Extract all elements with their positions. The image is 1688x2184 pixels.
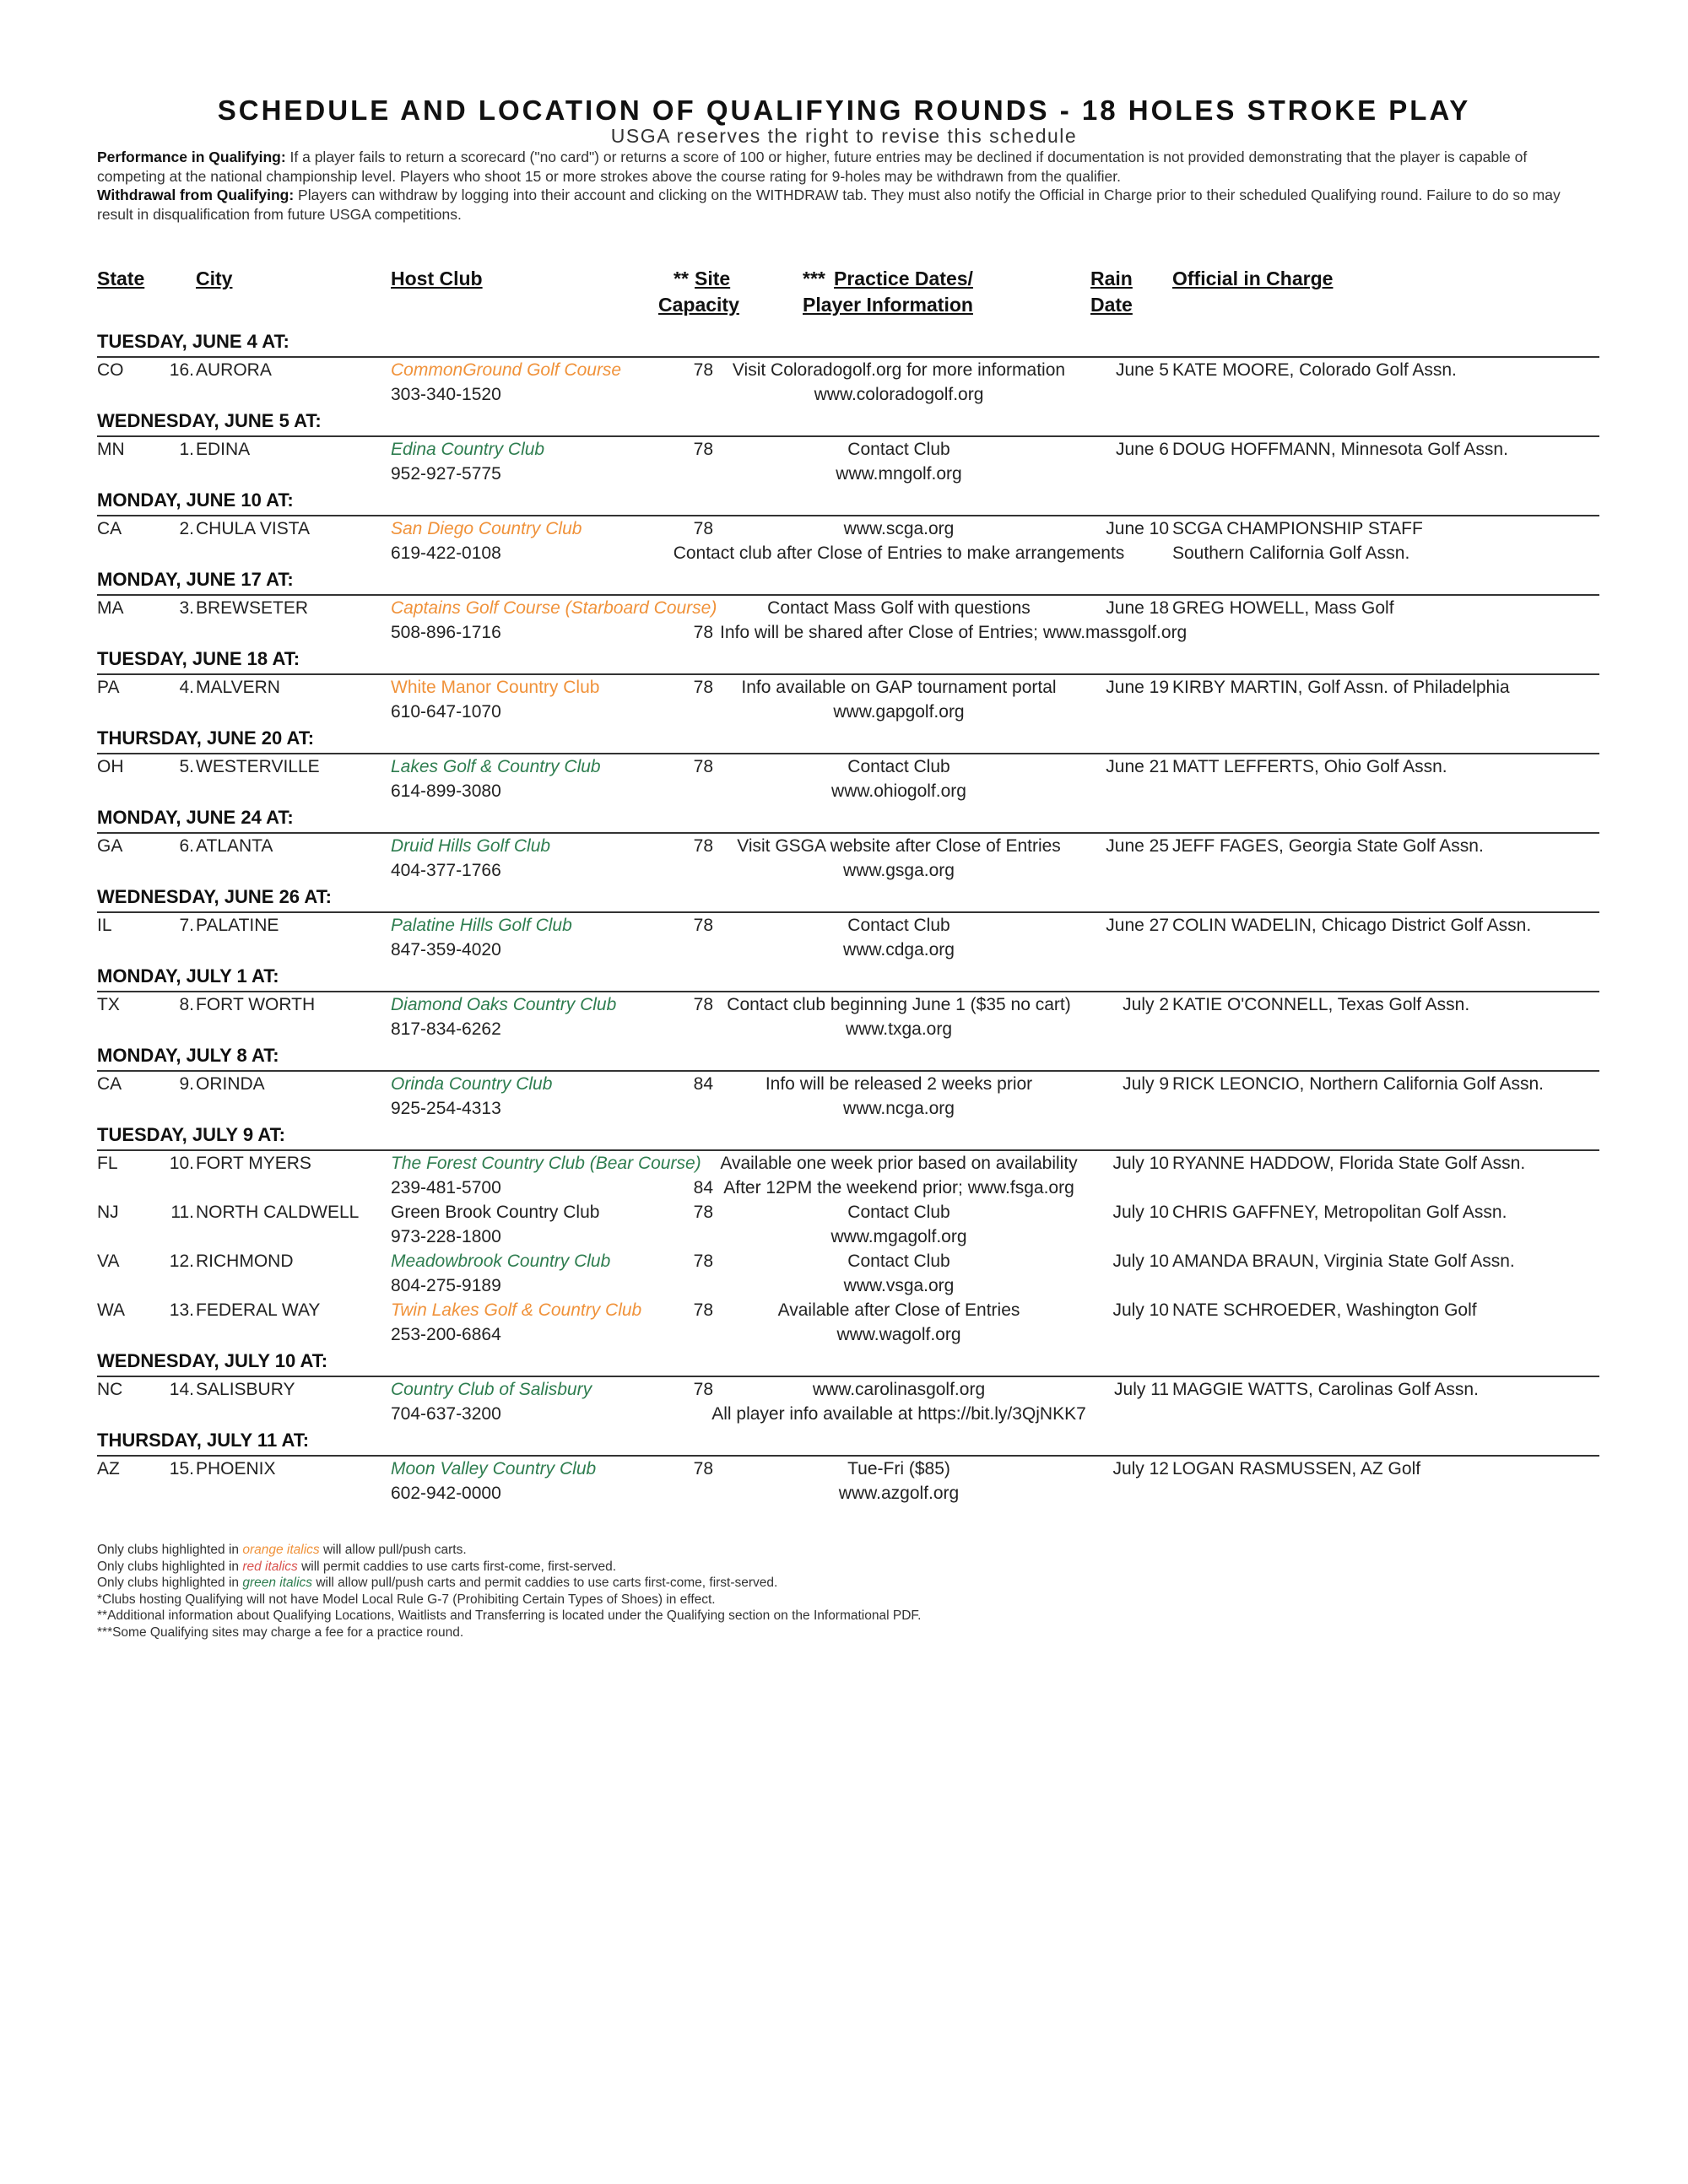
date-header: MONDAY, JUNE 17 AT: <box>97 565 1599 596</box>
site-capacity: 78 <box>693 1203 713 1222</box>
date-header: TUESDAY, JUNE 4 AT: <box>97 327 1599 358</box>
footnote-red: red italics <box>242 1559 298 1574</box>
site-capacity: 78 <box>693 757 713 776</box>
host-club: Diamond Oaks Country Club <box>391 995 617 1014</box>
practice-info-2: After 12PM the weekend prior; www.fsga.org <box>723 1178 1074 1197</box>
practice-info: Info available on GAP tournament portal <box>741 678 1057 697</box>
host-club: Edina Country Club <box>391 440 545 459</box>
practice-info-2: www.gsga.org <box>843 861 955 880</box>
official-in-charge: DOUG HOFFMANN, Minnesota Golf Assn. <box>1172 440 1508 459</box>
date-header: THURSDAY, JUNE 20 AT: <box>97 724 1599 754</box>
practice-info: Contact Club <box>847 1251 950 1271</box>
city: PALATINE <box>196 916 279 935</box>
site-number: 9. <box>179 1074 194 1094</box>
site-number: 16. <box>169 360 194 380</box>
practice-info: www.carolinasgolf.org <box>812 1380 986 1399</box>
header-rain: Rain <box>1090 268 1133 289</box>
official-in-charge: JEFF FAGES, Georgia State Golf Assn. <box>1172 836 1484 856</box>
header-capacity-marker: ** <box>674 268 689 289</box>
footnote-green: green italics <box>242 1576 313 1590</box>
date-header: MONDAY, JULY 8 AT: <box>97 1041 1599 1072</box>
practice-info: Contact Mass Golf with questions <box>767 598 1031 618</box>
state: MN <box>97 440 125 459</box>
state: IL <box>97 916 112 935</box>
withdrawal-label: Withdrawal from Qualifying: <box>97 187 295 203</box>
rain-date: July 10 <box>1112 1154 1169 1173</box>
rain-date: June 10 <box>1106 519 1169 538</box>
practice-info-2: www.ncga.org <box>843 1099 955 1118</box>
state: VA <box>97 1251 120 1271</box>
practice-info: Visit GSGA website after Close of Entries <box>737 836 1061 856</box>
club-phone: 817-834-6262 <box>391 1019 501 1039</box>
rain-date: July 11 <box>1114 1380 1169 1399</box>
schedule-section <box>97 486 1599 565</box>
practice-info-2: www.wagolf.org <box>836 1325 961 1344</box>
practice-info-2: www.txga.org <box>845 1019 953 1039</box>
practice-info-2: www.coloradogolf.org <box>814 385 984 404</box>
state: NJ <box>97 1203 119 1222</box>
site-number: 10. <box>169 1154 194 1173</box>
table-header <box>97 266 1599 322</box>
footnote-orange: orange italics <box>242 1543 320 1557</box>
state: NC <box>97 1380 123 1399</box>
rain-date: June 18 <box>1106 598 1169 618</box>
site-capacity: 78 <box>693 1380 713 1399</box>
site-capacity: 84 <box>693 1074 713 1094</box>
schedule-section <box>97 962 1599 1041</box>
city: FORT WORTH <box>196 995 316 1014</box>
host-club: Druid Hills Golf Club <box>391 836 551 856</box>
schedule-section <box>97 1121 1599 1347</box>
rain-date: July 9 <box>1123 1074 1169 1094</box>
site-capacity: 78 <box>693 916 713 935</box>
table-row <box>97 754 1599 803</box>
practice-info: www.scga.org <box>843 519 955 538</box>
table-row <box>97 1457 1599 1506</box>
site-number: 8. <box>179 995 194 1014</box>
host-club: Green Brook Country Club <box>391 1203 600 1222</box>
club-phone: 303-340-1520 <box>391 385 501 404</box>
header-city: City <box>196 268 233 289</box>
city: ORINDA <box>196 1074 265 1094</box>
header-practice-marker: *** <box>803 268 825 289</box>
official-org: Southern California Golf Assn. <box>1172 543 1410 563</box>
practice-info: Contact club beginning June 1 ($35 no cart) <box>727 995 1071 1014</box>
city: SALISBURY <box>196 1380 295 1399</box>
practice-info: Tue-Fri ($85) <box>847 1459 950 1479</box>
official-in-charge: MAGGIE WATTS, Carolinas Golf Assn. <box>1172 1380 1479 1399</box>
date-header: MONDAY, JUNE 24 AT: <box>97 803 1599 834</box>
schedule-section <box>97 645 1599 724</box>
table-row <box>97 992 1599 1041</box>
state: CO <box>97 360 124 380</box>
site-number: 15. <box>169 1459 194 1479</box>
schedule-section <box>97 1347 1599 1426</box>
date-header: WEDNESDAY, JUNE 5 AT: <box>97 407 1599 437</box>
footnote-text: Only clubs highlighted in <box>97 1543 243 1557</box>
date-header: TUESDAY, JUNE 18 AT: <box>97 645 1599 675</box>
practice-info: Available one week prior based on availability <box>720 1154 1078 1173</box>
state: AZ <box>97 1459 120 1479</box>
rain-date: July 2 <box>1123 995 1169 1014</box>
site-capacity: 78 <box>693 623 713 642</box>
header-state: State <box>97 268 145 289</box>
header-player-info: Player Information <box>803 294 973 316</box>
date-header: TUESDAY, JULY 9 AT: <box>97 1121 1599 1151</box>
club-phone: 925-254-4313 <box>391 1099 501 1118</box>
city: FEDERAL WAY <box>196 1300 321 1320</box>
host-club: San Diego Country Club <box>391 519 582 538</box>
withdrawal-text: Players can withdraw by logging into their account and clicking on the WITHDRAW tab. They must also notify the Official in Charge prior to their scheduled Qualifying round. Failure to do so may result in disqualification from future USGA competitions. <box>97 187 1561 223</box>
city: RICHMOND <box>196 1251 294 1271</box>
official-in-charge: NATE SCHROEDER, Washington Golf <box>1172 1300 1477 1320</box>
host-club: Meadowbrook Country Club <box>391 1251 611 1271</box>
practice-info-2: Info will be shared after Close of Entries; www.massgolf.org <box>720 623 1188 642</box>
table-row <box>97 358 1599 407</box>
schedule-section <box>97 407 1599 486</box>
state: OH <box>97 757 124 776</box>
table-row <box>97 1377 1599 1426</box>
state: FL <box>97 1154 118 1173</box>
host-club: CommonGround Golf Course <box>391 360 622 380</box>
date-header: THURSDAY, JULY 11 AT: <box>97 1426 1599 1457</box>
host-club: The Forest Country Club (Bear Course) <box>391 1154 701 1173</box>
club-phone: 614-899-3080 <box>391 781 501 801</box>
official-in-charge: GREG HOWELL, Mass Golf <box>1172 598 1394 618</box>
header-practice-dates: Practice Dates/ <box>834 268 973 289</box>
schedule-section <box>97 1426 1599 1506</box>
club-phone: 253-200-6864 <box>391 1325 501 1344</box>
schedule-table <box>97 327 1599 1506</box>
page-title: SCHEDULE AND LOCATION OF QUALIFYING ROUNDS - 18 HOLES STROKE PLAY <box>217 95 1471 126</box>
practice-info: Contact Club <box>847 440 950 459</box>
site-capacity: 78 <box>693 1251 713 1271</box>
club-phone: 508-896-1716 <box>391 623 501 642</box>
practice-info: Available after Close of Entries <box>777 1300 1020 1320</box>
schedule-section <box>97 1041 1599 1121</box>
club-phone: 619-422-0108 <box>391 543 501 563</box>
state: TX <box>97 995 120 1014</box>
footnote-text: Only clubs highlighted in <box>97 1559 243 1574</box>
header-capacity: Capacity <box>658 294 739 316</box>
host-club: Lakes Golf & Country Club <box>391 757 601 776</box>
site-number: 4. <box>179 678 194 697</box>
rain-date: July 10 <box>1112 1300 1169 1320</box>
official-in-charge: KIRBY MARTIN, Golf Assn. of Philadelphia <box>1172 678 1510 697</box>
table-row <box>97 1298 1599 1347</box>
site-capacity: 78 <box>693 678 713 697</box>
date-header: MONDAY, JULY 1 AT: <box>97 962 1599 992</box>
site-number: 3. <box>179 598 194 618</box>
practice-info-2: www.azgolf.org <box>838 1484 960 1503</box>
site-number: 13. <box>169 1300 194 1320</box>
official-in-charge: KATE MOORE, Colorado Golf Assn. <box>1172 360 1457 380</box>
rain-date: June 6 <box>1115 440 1169 459</box>
site-number: 1. <box>179 440 194 459</box>
header-host-club: Host Club <box>391 268 483 289</box>
table-row <box>97 1200 1599 1249</box>
table-row <box>97 1249 1599 1298</box>
site-capacity: 84 <box>693 1178 713 1197</box>
practice-info-2: www.vsga.org <box>843 1276 955 1295</box>
rain-date: June 27 <box>1106 916 1169 935</box>
schedule-section <box>97 724 1599 803</box>
footnote-text: will permit caddies to use carts first-come, first-served. <box>297 1559 617 1574</box>
footnote-text: will allow pull/push carts and permit caddies to use carts first-come, first-served. <box>312 1576 778 1590</box>
footnote-shoes: *Clubs hosting Qualifying will not have Model Local Rule G-7 (Prohibiting Certain Types of Shoes) in effect. <box>97 1592 716 1607</box>
date-header: WEDNESDAY, JUNE 26 AT: <box>97 883 1599 913</box>
host-club: Captains Golf Course (Starboard Course) <box>391 598 717 618</box>
practice-info: Info will be released 2 weeks prior <box>765 1074 1033 1094</box>
schedule-section <box>97 803 1599 883</box>
schedule-section <box>97 327 1599 407</box>
table-row <box>97 596 1599 645</box>
city: WESTERVILLE <box>196 757 320 776</box>
footnotes <box>97 1542 921 1641</box>
rain-date: June 21 <box>1106 757 1169 776</box>
host-club: Orinda Country Club <box>391 1074 553 1094</box>
table-row <box>97 1072 1599 1121</box>
city: ATLANTA <box>196 836 273 856</box>
practice-info: Contact Club <box>847 916 950 935</box>
city: AURORA <box>196 360 272 380</box>
rain-date: June 5 <box>1115 360 1169 380</box>
state: CA <box>97 519 122 538</box>
city: BREWSETER <box>196 598 309 618</box>
host-club: Twin Lakes Golf & Country Club <box>391 1300 642 1320</box>
table-row <box>97 834 1599 883</box>
official-in-charge: AMANDA BRAUN, Virginia State Golf Assn. <box>1172 1251 1515 1271</box>
state: GA <box>97 836 123 856</box>
practice-info-2: www.mgagolf.org <box>830 1227 967 1246</box>
city: PHOENIX <box>196 1459 276 1479</box>
practice-info: Contact Club <box>847 1203 950 1222</box>
site-capacity: 78 <box>693 836 713 856</box>
footnote-practice-fee: ***Some Qualifying sites may charge a fee for a practice round. <box>97 1624 464 1640</box>
site-capacity: 78 <box>693 440 713 459</box>
practice-info: Contact Club <box>847 757 950 776</box>
header-official: Official in Charge <box>1172 268 1334 289</box>
practice-info-2: www.cdga.org <box>843 940 955 960</box>
official-in-charge: LOGAN RASMUSSEN, AZ Golf <box>1172 1459 1421 1479</box>
city: EDINA <box>196 440 251 459</box>
site-number: 14. <box>169 1380 194 1399</box>
official-in-charge: COLIN WADELIN, Chicago District Golf Assn. <box>1172 916 1532 935</box>
host-club: White Manor Country Club <box>391 678 600 697</box>
state: WA <box>97 1300 126 1320</box>
header-date: Date <box>1090 294 1133 316</box>
city: NORTH CALDWELL <box>196 1203 360 1222</box>
performance-text: If a player fails to return a scorecard ("no card") or returns a score of 100 or higher, future entries may be declined if documentation is not provided demonstrating that the player is capable of competing at the national championship level. Players who shoot 15 or more strokes above the course rating for 9-holes may be withdrawn from the qualifier. <box>97 149 1528 185</box>
official-in-charge: RICK LEONCIO, Northern California Golf Assn. <box>1172 1074 1544 1094</box>
state: MA <box>97 598 124 618</box>
rain-date: July 10 <box>1112 1251 1169 1271</box>
practice-info-2: www.ohiogolf.org <box>831 781 966 801</box>
official-in-charge: KATIE O'CONNELL, Texas Golf Assn. <box>1172 995 1470 1014</box>
site-number: 5. <box>179 757 194 776</box>
performance-label: Performance in Qualifying: <box>97 149 286 165</box>
rain-date: June 25 <box>1106 836 1169 856</box>
state: CA <box>97 1074 122 1094</box>
schedule-section <box>97 883 1599 962</box>
footnote-additional-info: **Additional information about Qualifying Locations, Waitlists and Transferring is located under the Qualifying section on the Informational PDF. <box>97 1608 922 1623</box>
official-in-charge: CHRIS GAFFNEY, Metropolitan Golf Assn. <box>1172 1203 1507 1222</box>
practice-info-2: www.gapgolf.org <box>833 702 965 722</box>
official-in-charge: MATT LEFFERTS, Ohio Golf Assn. <box>1172 757 1447 776</box>
rain-date: July 12 <box>1112 1459 1169 1479</box>
site-capacity: 78 <box>693 519 713 538</box>
club-phone: 973-228-1800 <box>391 1227 501 1246</box>
city: CHULA VISTA <box>196 519 310 538</box>
city: FORT MYERS <box>196 1154 311 1173</box>
site-capacity: 78 <box>693 995 713 1014</box>
club-phone: 952-927-5775 <box>391 464 501 484</box>
footnote-text: Only clubs highlighted in <box>97 1576 243 1590</box>
host-club: Moon Valley Country Club <box>391 1459 597 1479</box>
table-row <box>97 675 1599 724</box>
rain-date: June 19 <box>1106 678 1169 697</box>
host-club: Country Club of Salisbury <box>391 1380 592 1399</box>
table-row <box>97 516 1599 565</box>
date-header: MONDAY, JUNE 10 AT: <box>97 486 1599 516</box>
practice-info-2: All player info available at https://bit.ly/3QjNKK7 <box>711 1404 1086 1424</box>
site-number: 12. <box>169 1251 194 1271</box>
club-phone: 602-942-0000 <box>391 1484 501 1503</box>
page-subtitle: USGA reserves the right to revise this schedule <box>610 125 1078 147</box>
city: MALVERN <box>196 678 280 697</box>
official-in-charge: RYANNE HADDOW, Florida State Golf Assn. <box>1172 1154 1526 1173</box>
club-phone: 404-377-1766 <box>391 861 501 880</box>
site-number: 7. <box>179 916 194 935</box>
site-capacity: 78 <box>693 1300 713 1320</box>
date-header: WEDNESDAY, JULY 10 AT: <box>97 1347 1599 1377</box>
club-phone: 610-647-1070 <box>391 702 501 722</box>
site-number: 6. <box>179 836 194 856</box>
intro-notes <box>97 148 1598 224</box>
schedule-section <box>97 565 1599 645</box>
header-site: Site <box>695 268 731 289</box>
site-capacity: 78 <box>693 1459 713 1479</box>
club-phone: 847-359-4020 <box>391 940 501 960</box>
state: PA <box>97 678 120 697</box>
club-phone: 704-637-3200 <box>391 1404 501 1424</box>
practice-info-2: Contact club after Close of Entries to make arrangements <box>673 543 1125 563</box>
host-club: Palatine Hills Golf Club <box>391 916 572 935</box>
table-row <box>97 437 1599 486</box>
practice-info-2: www.mngolf.org <box>836 464 962 484</box>
site-number: 2. <box>179 519 194 538</box>
table-row <box>97 1151 1599 1200</box>
table-row <box>97 913 1599 962</box>
club-phone: 239-481-5700 <box>391 1178 501 1197</box>
club-phone: 804-275-9189 <box>391 1276 501 1295</box>
official-in-charge: SCGA CHAMPIONSHIP STAFF <box>1172 519 1423 538</box>
footnote-text: will allow pull/push carts. <box>319 1543 467 1557</box>
practice-info: Visit Coloradogolf.org for more information <box>732 360 1066 380</box>
site-number: 11. <box>170 1203 194 1222</box>
site-capacity: 78 <box>693 360 713 380</box>
rain-date: July 10 <box>1112 1203 1169 1222</box>
